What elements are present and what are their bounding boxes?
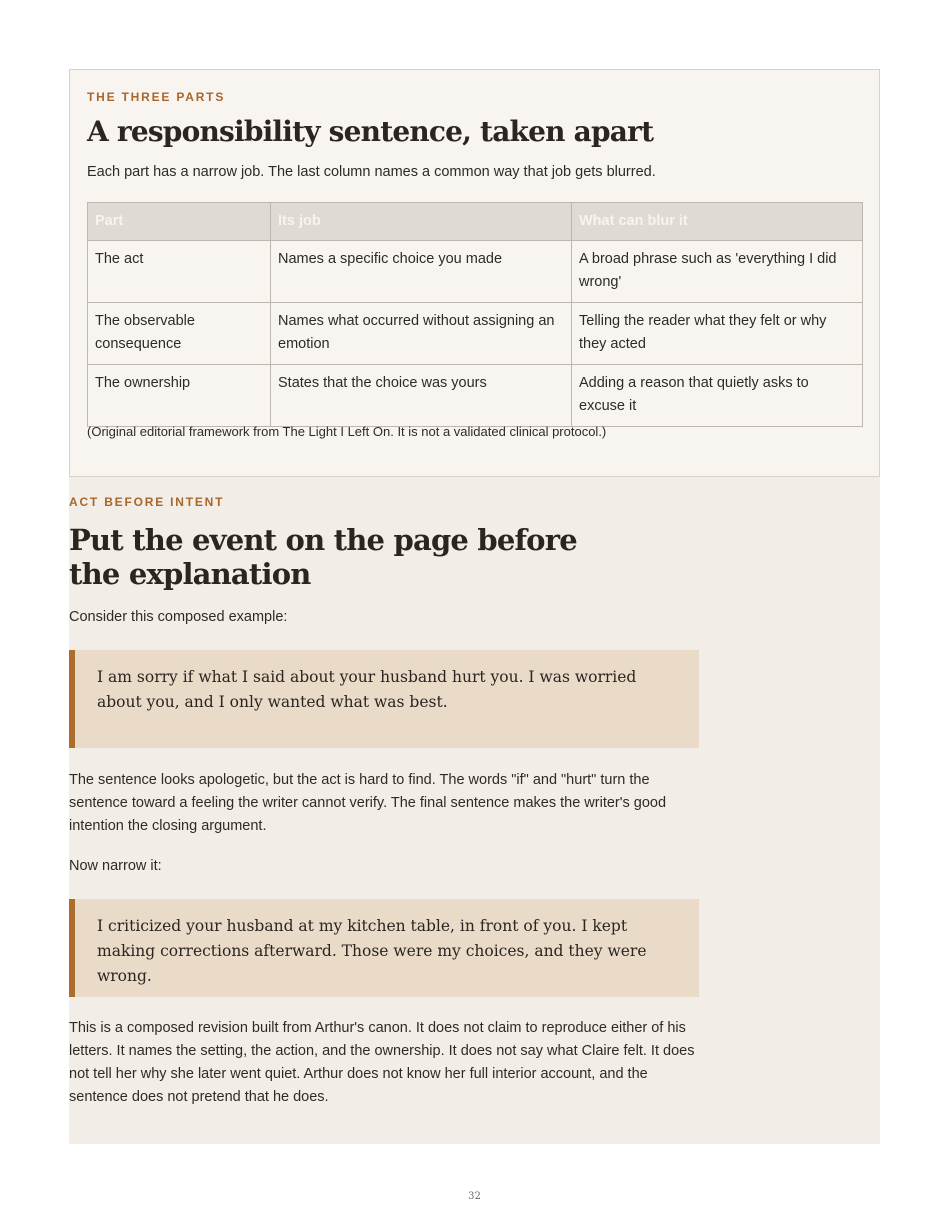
table-cell: The ownership xyxy=(88,365,271,427)
table-cell: Telling the reader what they felt or why they acted xyxy=(572,303,863,365)
table-cell: Adding a reason that quietly asks to excuse it xyxy=(572,365,863,427)
table-row xyxy=(88,241,863,303)
revision-quote xyxy=(69,899,699,997)
parts-table xyxy=(87,202,863,427)
table-cell: The observable consequence xyxy=(88,303,271,365)
example-quote xyxy=(69,650,699,748)
analysis-paragraph: The sentence looks apologetic, but the act is hard to find. The words "if" and "hurt" turn the sentence toward a feeling the writer cannot verify. The final sentence makes the writer's good intention the closing argument. xyxy=(69,772,667,834)
section-intro: Each part has a narrow job. The last column names a common way that job gets blurred. xyxy=(87,164,656,180)
table-caption: (Original editorial framework from The Light I Left On. It is not a validated clinical protocol.) xyxy=(87,424,607,439)
table-row xyxy=(88,365,863,427)
quote-text: I am sorry if what I said about your husband hurt you. I was worried about you, and I only wanted what was best. xyxy=(97,668,637,711)
page-number: 32 xyxy=(468,1191,481,1202)
section-eyebrow: THE THREE PARTS xyxy=(87,90,226,104)
section-heading: A responsibility sentence, taken apart xyxy=(87,115,654,148)
revision-paragraph: This is a composed revision built from Arthur's canon. It does not claim to reproduce either of his letters. It names the setting, the action, and the ownership. It does not say what Claire felt. It does not tell her why she later went quiet. Arthur does not know her full interior account, and the sentence does not pretend that he does. xyxy=(69,1020,695,1105)
table-header-cell: Part xyxy=(88,203,271,241)
example-lead: Consider this composed example: xyxy=(69,609,288,625)
three-parts-card xyxy=(69,69,880,477)
quote-text: I criticized your husband at my kitchen table, in front of you. I kept making corrections afterward. Those were my choices, and they were wrong. xyxy=(97,917,647,985)
table-header-row xyxy=(88,203,863,241)
table-cell: States that the choice was yours xyxy=(271,365,572,427)
table-cell: Names a specific choice you made xyxy=(271,241,572,303)
table-header-cell: What can blur it xyxy=(572,203,863,241)
table-cell: The act xyxy=(88,241,271,303)
section-eyebrow: ACT BEFORE INTENT xyxy=(69,495,225,509)
table-header-cell: Its job xyxy=(271,203,572,241)
section-heading: Put the event on the page before the explanation xyxy=(69,523,577,591)
transition-text: Now narrow it: xyxy=(69,858,162,874)
table-row xyxy=(88,303,863,365)
table-cell: A broad phrase such as 'everything I did wrong' xyxy=(572,241,863,303)
table-cell: Names what occurred without assigning an emotion xyxy=(271,303,572,365)
